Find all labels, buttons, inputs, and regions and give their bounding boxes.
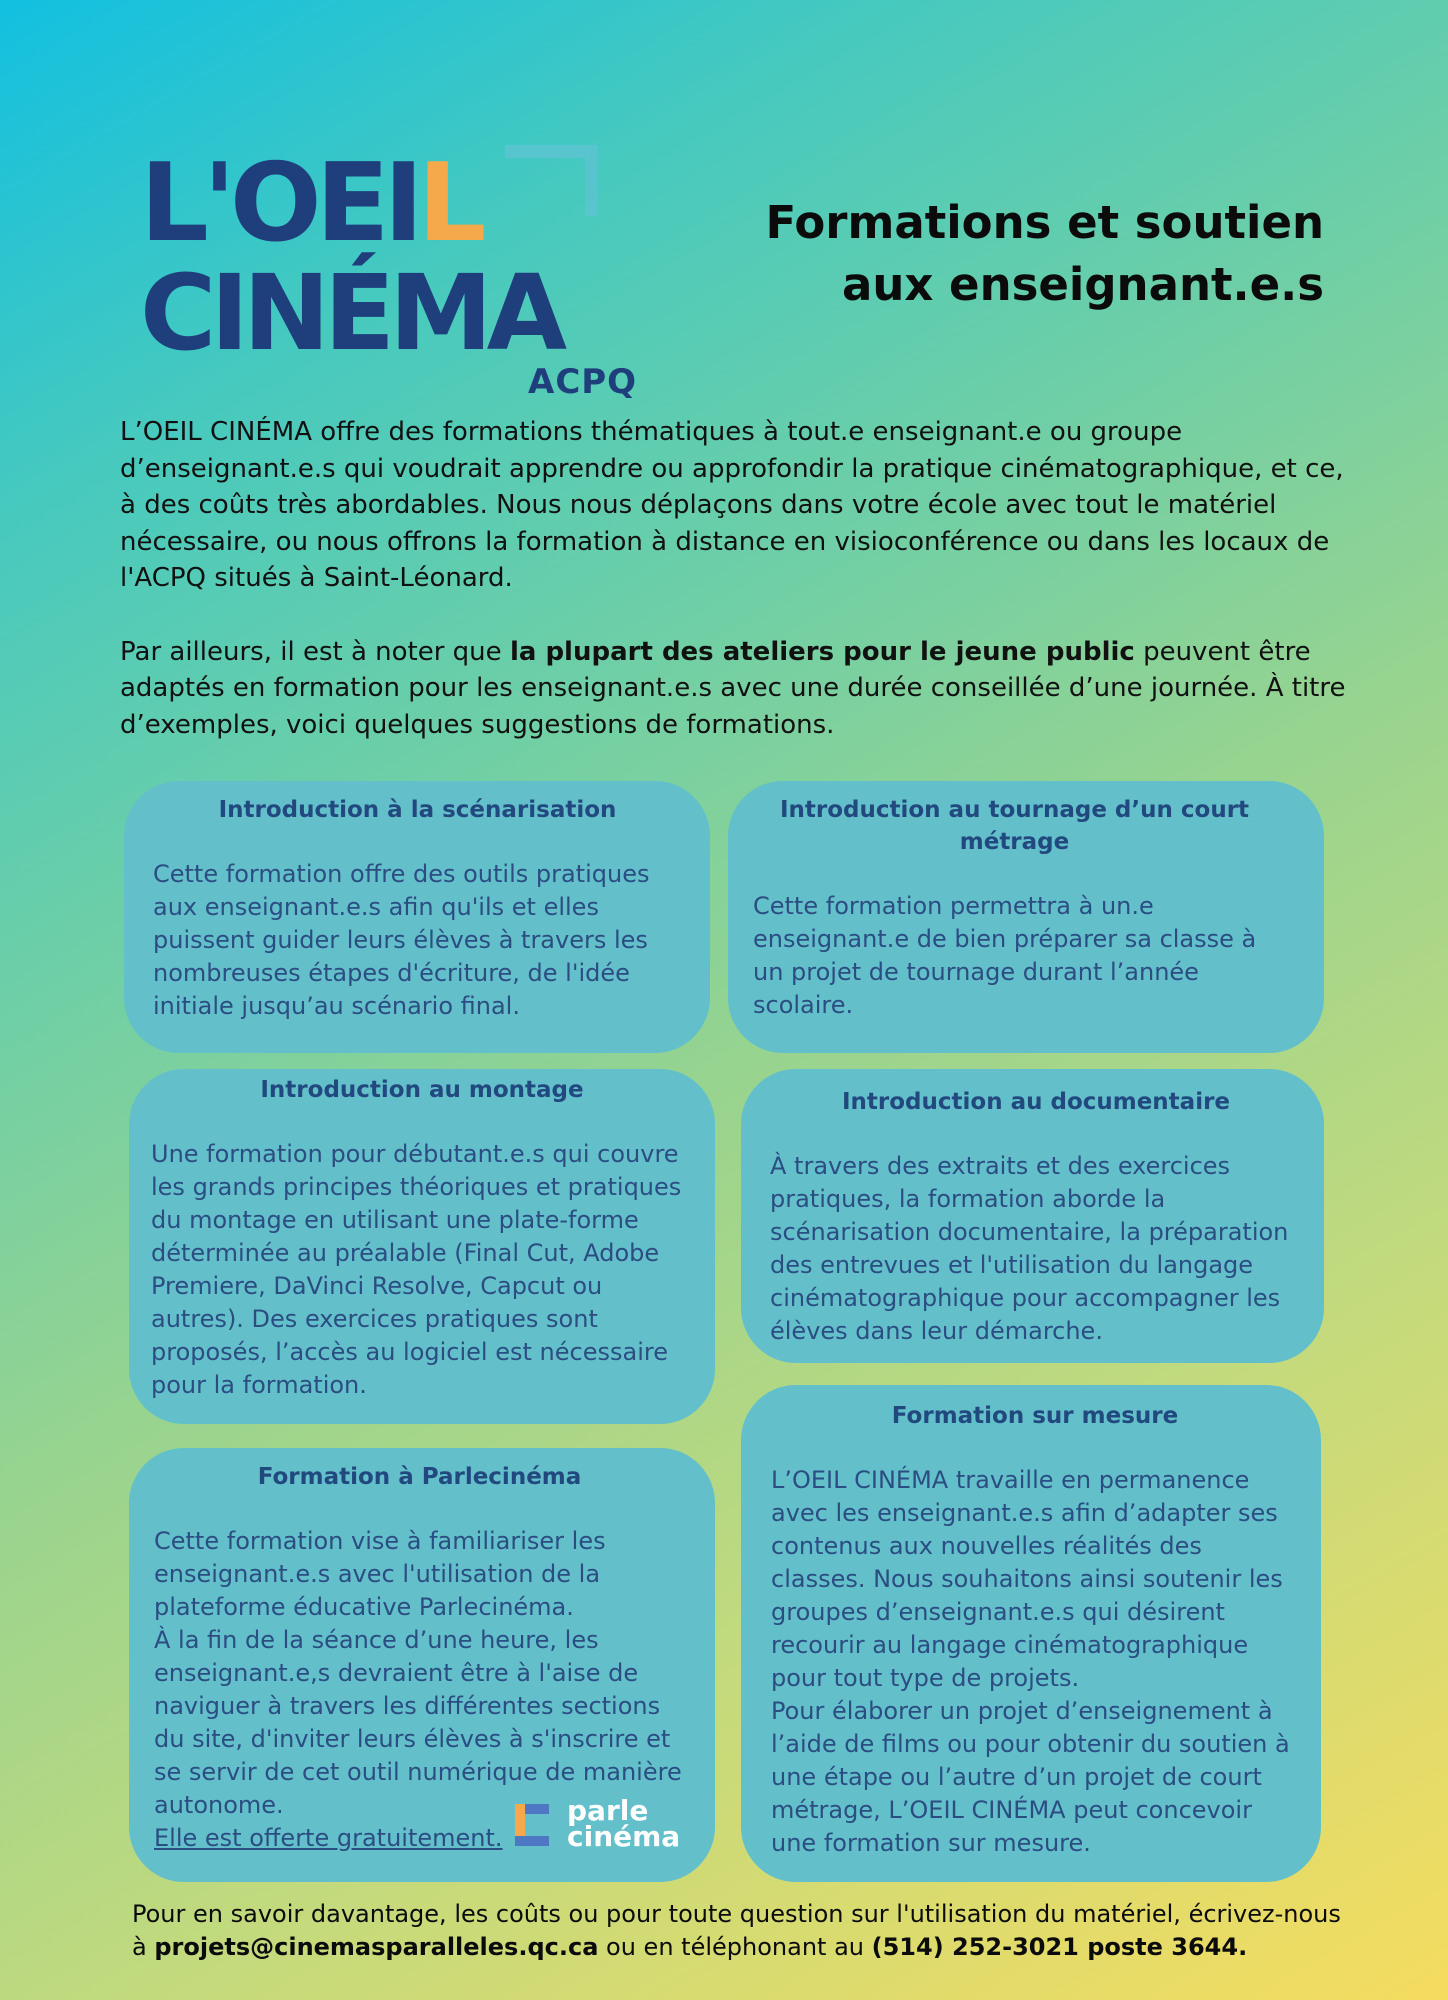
footer-contact xyxy=(132,1898,1352,1964)
logo-line-acpq: ACPQ xyxy=(528,362,638,402)
logo-corner-frame xyxy=(505,145,598,216)
parlecinema-mark-icon xyxy=(515,1804,549,1846)
parlecinema-logo xyxy=(515,1794,685,1853)
card-title: Formation sur mesure xyxy=(891,1403,1179,1429)
intro-p2-text: Par ailleurs, il est à noter que xyxy=(120,636,510,667)
logo-accent-l: L xyxy=(417,141,481,266)
parlecinema-wordmark: parle cinéma xyxy=(567,1794,681,1853)
footer-text-mid: ou en téléphonant au xyxy=(598,1933,872,1961)
intro-p2-text-end: peuvent être adaptés en formation pour les enseignant.e.s avec une durée conseillée d’une journée. À titre d’exemples, voici quelques suggestions de formations. xyxy=(120,636,1346,740)
page-title-line1: Formations et soutien xyxy=(765,196,1324,249)
card-title: Introduction au montage xyxy=(260,1077,584,1103)
intro-section xyxy=(120,414,1350,780)
card-body-2: Pour élaborer un projet d’enseignement à l’aide de films ou pour obtenir du soutien à une étape ou l’autre d’un projet de court métrage, L’OEIL CINÉMA peut concevoir une formation sur mesure. xyxy=(771,1697,1290,1857)
contact-phone[interactable]: (514) 252-3021 poste 3644. xyxy=(871,1933,1248,1961)
intro-paragraph-2 xyxy=(120,634,1350,744)
page-title xyxy=(765,192,1324,316)
contact-email-link[interactable]: projets@cinemasparalleles.qc.ca xyxy=(154,1933,599,1961)
intro-p2-bold: la plupart des ateliers pour le jeune public xyxy=(509,636,1135,667)
footer-text: Pour en savoir davantage, les coûts ou pour toute question sur l'utilisation du matériel, écrivez-nous à xyxy=(132,1900,1341,1961)
free-offer-link[interactable]: Elle est offerte gratuitement. xyxy=(154,1824,503,1852)
card-body: Cette formation permettra à un.e enseignant.e de bien préparer sa classe à un projet de tournage durant l’année scolaire. xyxy=(753,892,1257,1019)
card-scenarisation xyxy=(124,781,710,1053)
card-title: Introduction au documentaire xyxy=(841,1089,1231,1115)
card-title: Introduction au tournage d’un court métrage xyxy=(779,797,1250,855)
card-body: Cette formation vise à familiariser les enseignant.e.s avec l'utilisation de la plateforme éducative Parlecinéma. xyxy=(154,1527,606,1621)
oeil-cinema-logo xyxy=(140,140,660,410)
page-title-line2: aux enseignant.e.s xyxy=(841,258,1324,311)
card-sur-mesure xyxy=(741,1385,1321,1882)
card-body: Cette formation offre des outils pratiques aux enseignant.e.s afin qu'ils et elles puissent guider leurs élèves à travers les nombreuses étapes d'écriture, de l'idée initiale jusqu’au scénario final. xyxy=(153,860,650,1020)
card-montage xyxy=(129,1069,715,1424)
logo-text-oei: L'OEI xyxy=(140,141,418,266)
card-title: Formation à Parlecinéma xyxy=(257,1464,582,1490)
logo-line-cinema: CINÉMA xyxy=(140,252,562,374)
card-body-2: À la fin de la séance d’une heure, les enseignant.e,s devraient être à l'aise de naviguer à travers les différentes sections du site, d'inviter leurs élèves à s'inscrire et se servir de cet outil numérique de manière autonome. xyxy=(154,1626,682,1819)
logo-line-oeil xyxy=(140,141,481,266)
card-documentaire xyxy=(741,1069,1324,1363)
card-body: L’OEIL CINÉMA travaille en permanence avec les enseignant.e.s afin d’adapter ses contenus aux nouvelles réalités des classes. Nous souhaitons ainsi soutenir les groupes d’enseignant.e.s qui désirent recourir au langage cinématographique pour tout type de projets. xyxy=(771,1466,1283,1692)
card-body: À travers des extraits et des exercices pratiques, la formation aborde la scénarisation documentaire, la préparation des entrevues et l'utilisation du langage cinématographique pour accompagner les élèves dans leur démarche. xyxy=(770,1152,1289,1345)
card-tournage xyxy=(728,781,1324,1053)
card-parlecinema xyxy=(129,1448,715,1882)
intro-paragraph-1: L’OEIL CINÉMA offre des formations thématiques à tout.e enseignant.e ou groupe d’enseignant.e.s qui voudrait apprendre ou approfondir la pratique cinématographique, et ce, à des coûts très abordables. Nous nous déplaçons dans votre école avec tout le matériel nécessaire, ou nous offrons la formation à distance en visioconférence ou dans les locaux de l'ACPQ situés à Saint-Léonard. xyxy=(120,417,1344,593)
card-body: Une formation pour débutant.e.s qui couvre les grands principes théoriques et pratiques du montage en utilisant une plate-forme déterminée au préalable (Final Cut, Adobe Premiere, DaVinci Resolve, Capcut ou autres). Des exercices pratiques sont proposés, l’accès au logiciel est nécessaire pour la formation. xyxy=(151,1140,682,1399)
card-title: Introduction à la scénarisation xyxy=(218,797,617,823)
